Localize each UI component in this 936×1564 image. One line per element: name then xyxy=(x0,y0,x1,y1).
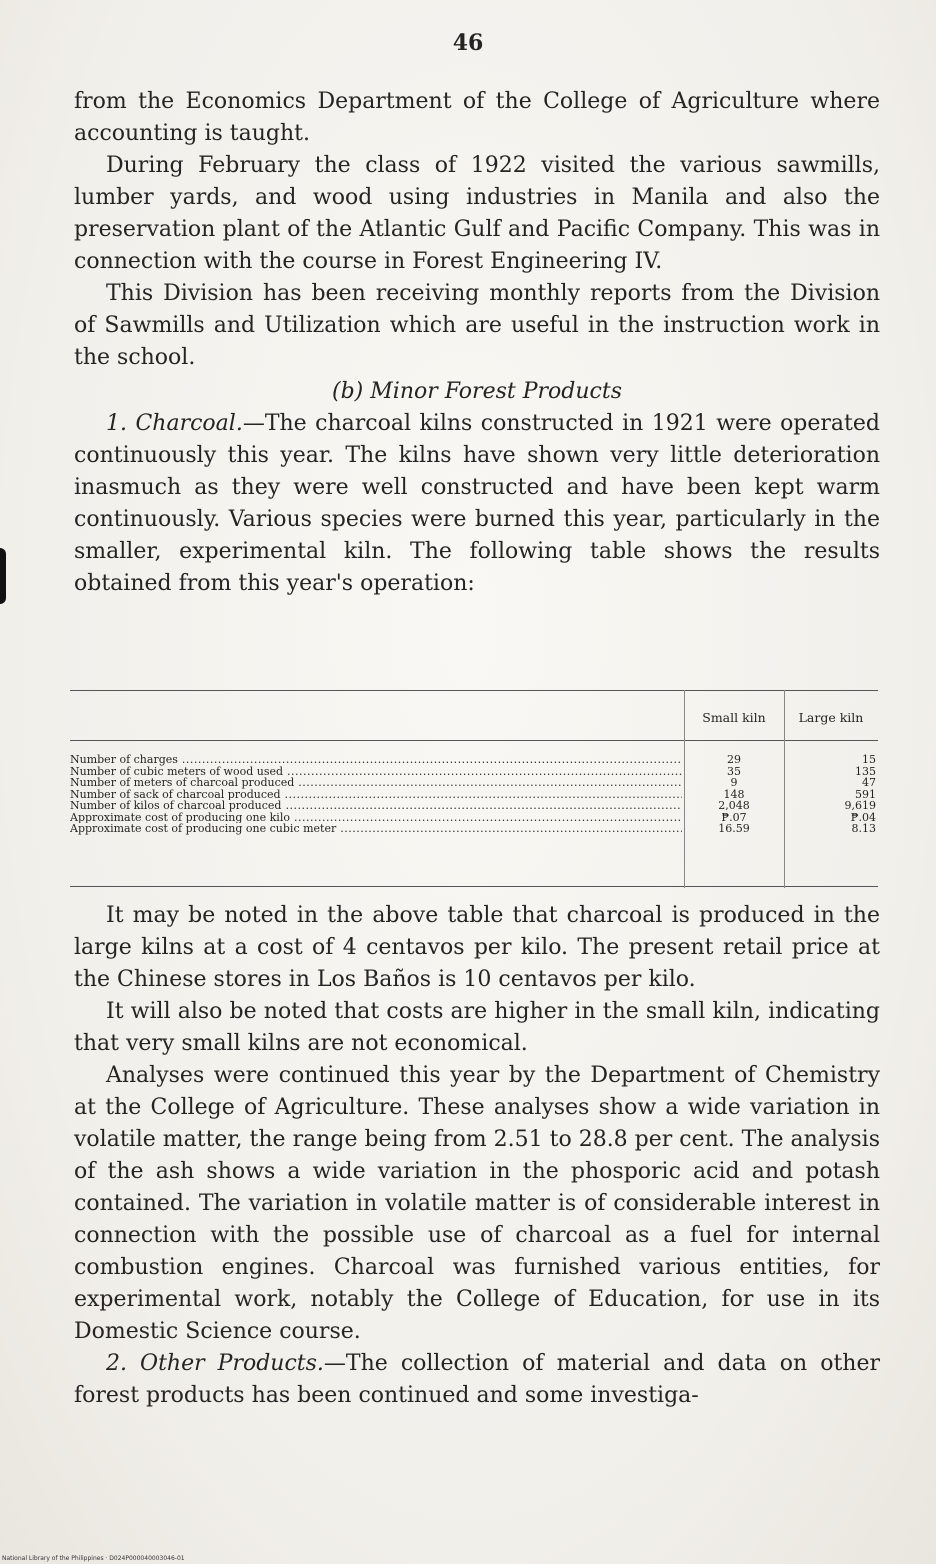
row-label: Number of meters of charcoal produced ..... xyxy=(70,777,682,789)
other-products-label: 2. Other Products. xyxy=(106,1351,324,1376)
large-kiln-value: 15 xyxy=(862,753,876,766)
small-kiln-value: ₱.07 xyxy=(721,810,747,824)
section-heading: (b) Minor Forest Products xyxy=(332,379,622,404)
paragraph-3: This Division has been receiving monthly reports from the Division of Sawmills and Utilization which are useful in the instruction work in the school. xyxy=(74,281,880,370)
table-row xyxy=(70,812,878,824)
header-large-kiln: Large kiln xyxy=(798,710,864,725)
row-label: Number of sack of charcoal produced ..... xyxy=(70,789,682,801)
small-kiln-value: 2,048 xyxy=(718,799,750,812)
table-row xyxy=(70,823,878,835)
table-row xyxy=(70,777,878,789)
header-small-kiln: Small kiln xyxy=(702,710,766,725)
charcoal-results-table xyxy=(70,690,878,888)
row-label: Number of charges ..... xyxy=(70,754,682,766)
paragraph-2: During February the class of 1922 visited the various sawmills, lumber yards, and wood using industries in Manila and also the preservation plant of the Atlantic Gulf and Pacific Company. This was in connection with the course in Forest Engineering IV. xyxy=(74,153,880,274)
small-kiln-value: 148 xyxy=(723,787,745,801)
paragraph-4: It may be noted in the above table that charcoal is produced in the large kilns at a cost of 4 centavos per kilo. The present retail price at the Chinese stores in Los Baños is 10 centavos per kilo. xyxy=(74,903,880,992)
footer-credit: National Library of the Philippines · D024P000040003046-01 xyxy=(2,1555,185,1562)
large-kiln-value: 47 xyxy=(862,776,876,789)
paragraph-5: It will also be noted that costs are higher in the small kiln, indicating that very small kilns are not economical. xyxy=(74,999,880,1056)
paragraph-other-products xyxy=(74,1348,880,1412)
table-row xyxy=(70,789,878,801)
upper-text-block xyxy=(74,86,880,600)
paragraph-charcoal xyxy=(74,408,880,600)
paragraph-6: Analyses were continued this year by the Department of Chemistry at the College of Agriculture. These analyses show a wide variation in volatile matter, the range being from 2.51 to 28.8 per cent. The analysis of the ash shows a wide variation in the phosporic acid and potash contained. The variation in volatile matter is of considerable interest in connection with the possible use of charcoal as a fuel for internal combustion engines. Charcoal was furnished various entities, for experimental work, notably the College of Education, for use in its Domestic Science course. xyxy=(74,1063,880,1344)
page-number: 46 xyxy=(452,30,484,56)
charcoal-label: 1. Charcoal. xyxy=(106,411,243,436)
lower-text-block xyxy=(74,900,880,1412)
small-kiln-value: 29 xyxy=(727,753,741,766)
row-label: Approximate cost of producing one kilo ..... xyxy=(70,812,682,824)
other-products-text: —The collection of material and data on other forest products has been continued and some investiga- xyxy=(74,1351,880,1408)
table-row xyxy=(70,766,878,778)
table-body xyxy=(70,754,878,835)
large-kiln-value: 135 xyxy=(855,764,876,778)
table-top-rule xyxy=(70,690,878,691)
row-label: Number of cubic meters of wood used ..... xyxy=(70,766,682,778)
large-kiln-value: 9,619 xyxy=(844,799,876,812)
table-bottom-rule xyxy=(70,886,878,887)
small-kiln-value: 35 xyxy=(727,764,741,778)
small-kiln-value: 16.59 xyxy=(718,822,750,835)
scan-edge-mark xyxy=(0,548,6,604)
paragraph-1: from the Economics Department of the College of Agriculture where accounting is taught. xyxy=(74,89,880,146)
large-kiln-value: ₱.04 xyxy=(850,810,876,824)
large-kiln-value: 591 xyxy=(855,787,876,801)
charcoal-text: —The charcoal kilns constructed in 1921 were operated continuously this year. The kilns have shown very little deterioration inasmuch as they were well constructed and have been kept warm continuously. Various species were burned this year, particularly in the smaller, experimental kiln. The following table shows the results obtained from this year's operation: xyxy=(74,411,880,596)
table-row xyxy=(70,754,878,766)
table-row xyxy=(70,800,878,812)
table-header-rule xyxy=(70,740,878,741)
row-label: Number of kilos of charcoal produced ..... xyxy=(70,800,682,812)
row-label: Approximate cost of producing one cubic meter ..... xyxy=(70,823,682,835)
small-kiln-value: 9 xyxy=(730,776,738,789)
large-kiln-value: 8.13 xyxy=(851,822,876,835)
